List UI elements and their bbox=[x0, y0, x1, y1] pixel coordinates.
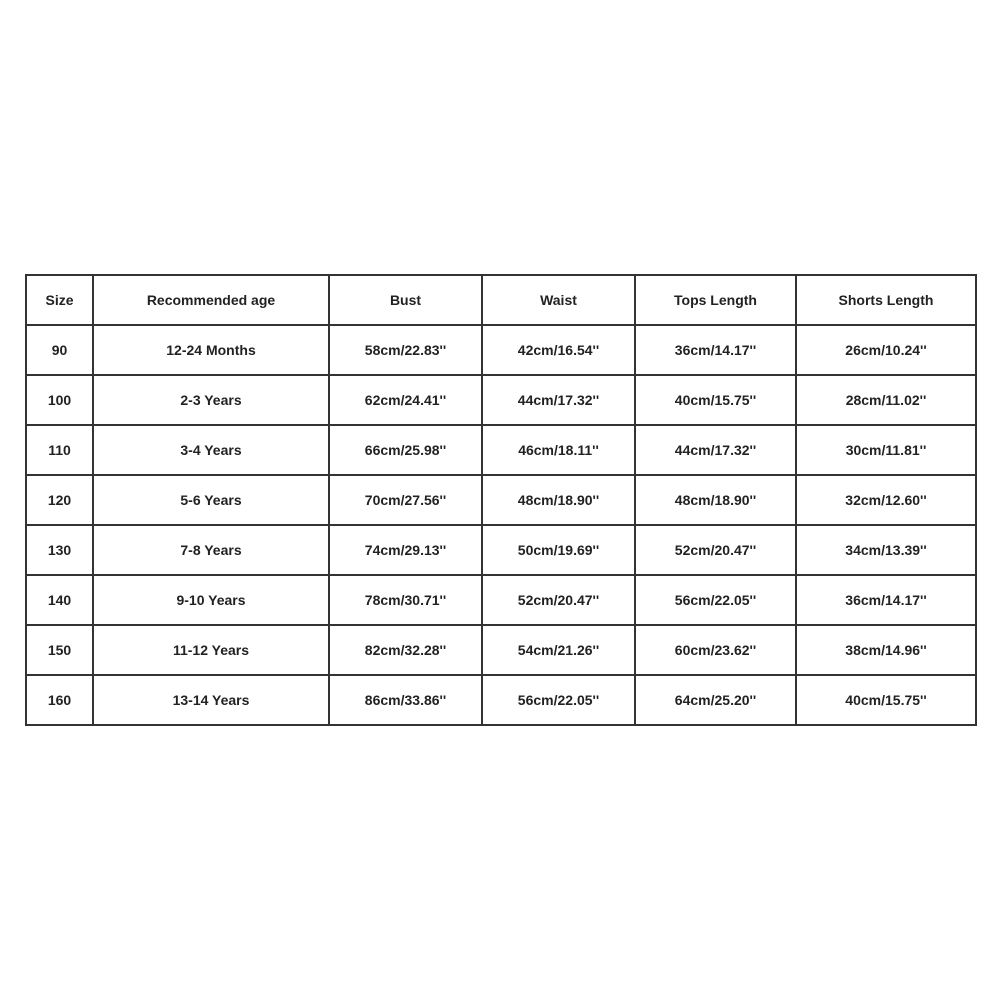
cell-recommended-age: 9-10 Years bbox=[93, 575, 329, 625]
cell-bust: 82cm/32.28'' bbox=[329, 625, 482, 675]
cell-waist: 52cm/20.47'' bbox=[482, 575, 635, 625]
cell-waist: 46cm/18.11'' bbox=[482, 425, 635, 475]
column-header-bust: Bust bbox=[329, 275, 482, 325]
cell-size: 160 bbox=[26, 675, 93, 725]
column-header-tops-length: Tops Length bbox=[635, 275, 796, 325]
table-header-row bbox=[26, 275, 976, 325]
cell-recommended-age: 7-8 Years bbox=[93, 525, 329, 575]
cell-bust: 62cm/24.41'' bbox=[329, 375, 482, 425]
cell-tops-length: 60cm/23.62'' bbox=[635, 625, 796, 675]
cell-recommended-age: 3-4 Years bbox=[93, 425, 329, 475]
cell-waist: 48cm/18.90'' bbox=[482, 475, 635, 525]
table-row bbox=[26, 475, 976, 525]
cell-bust: 78cm/30.71'' bbox=[329, 575, 482, 625]
cell-recommended-age: 5-6 Years bbox=[93, 475, 329, 525]
cell-recommended-age: 2-3 Years bbox=[93, 375, 329, 425]
cell-bust: 58cm/22.83'' bbox=[329, 325, 482, 375]
cell-waist: 44cm/17.32'' bbox=[482, 375, 635, 425]
cell-recommended-age: 13-14 Years bbox=[93, 675, 329, 725]
column-header-shorts-length: Shorts Length bbox=[796, 275, 976, 325]
cell-tops-length: 52cm/20.47'' bbox=[635, 525, 796, 575]
cell-waist: 56cm/22.05'' bbox=[482, 675, 635, 725]
table-row bbox=[26, 525, 976, 575]
cell-bust: 70cm/27.56'' bbox=[329, 475, 482, 525]
cell-shorts-length: 34cm/13.39'' bbox=[796, 525, 976, 575]
cell-recommended-age: 12-24 Months bbox=[93, 325, 329, 375]
cell-tops-length: 36cm/14.17'' bbox=[635, 325, 796, 375]
table-row bbox=[26, 375, 976, 425]
cell-shorts-length: 32cm/12.60'' bbox=[796, 475, 976, 525]
column-header-waist: Waist bbox=[482, 275, 635, 325]
cell-size: 100 bbox=[26, 375, 93, 425]
cell-bust: 66cm/25.98'' bbox=[329, 425, 482, 475]
cell-tops-length: 40cm/15.75'' bbox=[635, 375, 796, 425]
cell-size: 110 bbox=[26, 425, 93, 475]
cell-shorts-length: 36cm/14.17'' bbox=[796, 575, 976, 625]
cell-tops-length: 56cm/22.05'' bbox=[635, 575, 796, 625]
cell-bust: 74cm/29.13'' bbox=[329, 525, 482, 575]
cell-size: 140 bbox=[26, 575, 93, 625]
cell-tops-length: 44cm/17.32'' bbox=[635, 425, 796, 475]
column-header-recommended-age: Recommended age bbox=[93, 275, 329, 325]
cell-bust: 86cm/33.86'' bbox=[329, 675, 482, 725]
table-row bbox=[26, 675, 976, 725]
table-row bbox=[26, 575, 976, 625]
cell-shorts-length: 30cm/11.81'' bbox=[796, 425, 976, 475]
table-row bbox=[26, 325, 976, 375]
cell-size: 90 bbox=[26, 325, 93, 375]
cell-shorts-length: 26cm/10.24'' bbox=[796, 325, 976, 375]
cell-size: 130 bbox=[26, 525, 93, 575]
table-row bbox=[26, 625, 976, 675]
table-row bbox=[26, 425, 976, 475]
cell-recommended-age: 11-12 Years bbox=[93, 625, 329, 675]
cell-shorts-length: 40cm/15.75'' bbox=[796, 675, 976, 725]
cell-waist: 54cm/21.26'' bbox=[482, 625, 635, 675]
cell-size: 150 bbox=[26, 625, 93, 675]
cell-tops-length: 64cm/25.20'' bbox=[635, 675, 796, 725]
cell-tops-length: 48cm/18.90'' bbox=[635, 475, 796, 525]
cell-shorts-length: 38cm/14.96'' bbox=[796, 625, 976, 675]
cell-waist: 50cm/19.69'' bbox=[482, 525, 635, 575]
column-header-size: Size bbox=[26, 275, 93, 325]
cell-shorts-length: 28cm/11.02'' bbox=[796, 375, 976, 425]
size-chart-table bbox=[25, 274, 977, 726]
cell-waist: 42cm/16.54'' bbox=[482, 325, 635, 375]
cell-size: 120 bbox=[26, 475, 93, 525]
